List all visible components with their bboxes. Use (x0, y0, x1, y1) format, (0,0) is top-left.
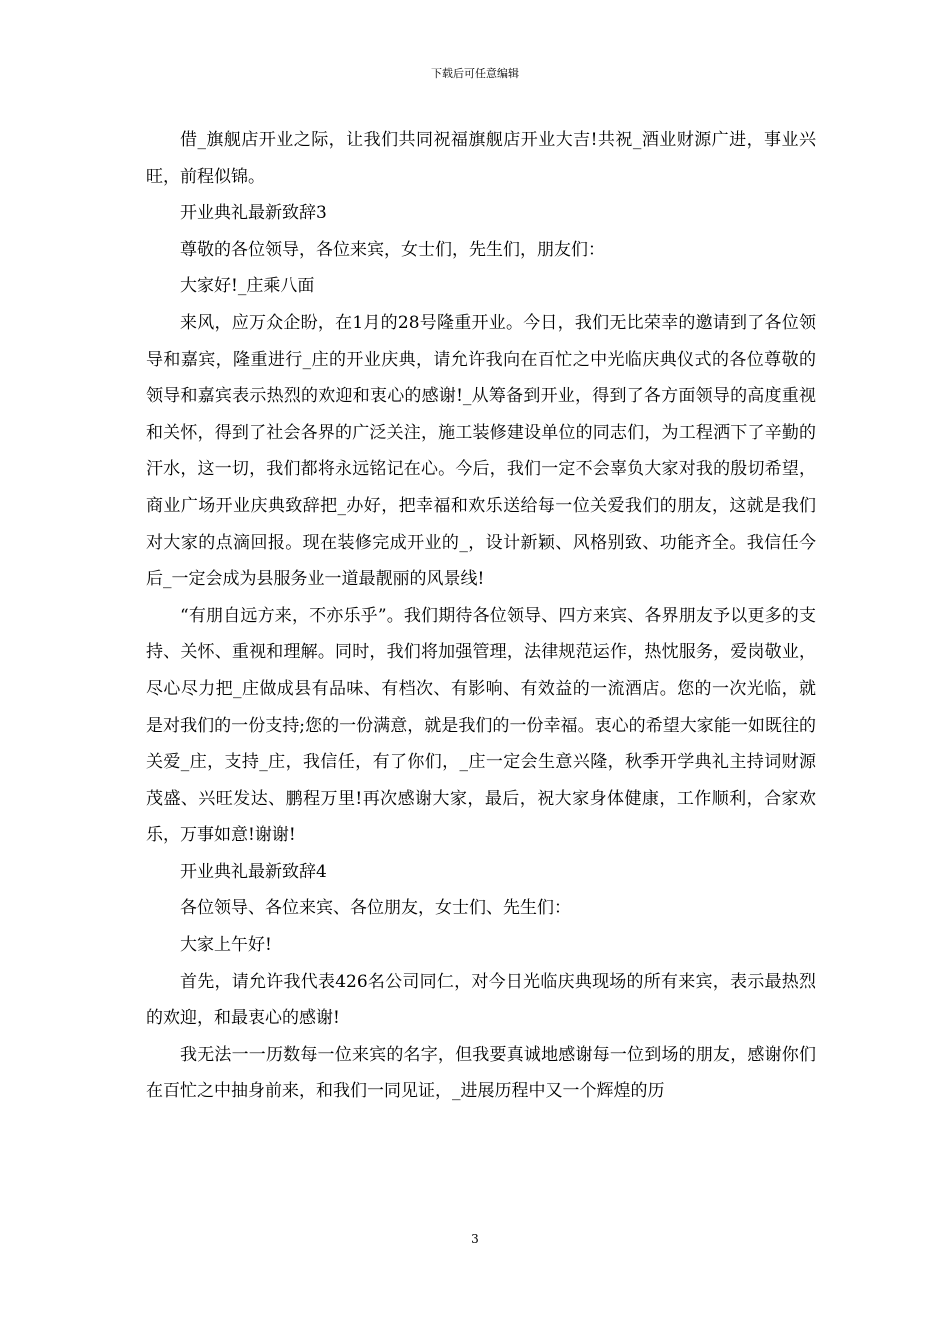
page-number: 3 (471, 1232, 479, 1246)
paragraph-closing-wish: 借_旗舰店开业之际，让我们共同祝福旗舰店开业大吉!共祝_酒业财源广进，事业兴旺，前程似锦。 (146, 130, 816, 187)
salutation-3: 尊敬的各位领导，各位来宾，女士们，先生们，朋友们： (180, 239, 605, 260)
document-body (146, 122, 816, 1110)
salutation-4: 各位领导、各位来宾、各位朋友，女士们、先生们： (180, 898, 571, 919)
paragraph-welcome: 首先，请允许我代表426名公司同仁，对今日光临庆典现场的所有来宾，表示最热烈的欢迎，和最衷心的感谢! (146, 971, 816, 1029)
paragraph-thanks: 我无法一一历数每一位来宾的名字，但我要真诚地感谢每一位到场的朋友，感谢你们在百忙之中抽身前来，和我们一同见证，_进展历程中又一个辉煌的历 (146, 1044, 816, 1102)
paragraph-expectation: “有朋自远方来，不亦乐乎”。我们期待各位领导、四方来宾、各界朋友予以更多的支持、关怀、重视和理解。同时，我们将加强管理，法律规范运作，热忱服务，爱岗敬业，尽心尽力把_庄做成县有品味、有档次、有影响、有效益的一流酒店。您的一次光临，就是对我们的一份支持;您的一份满意，就是我们的一份幸福。衷心的希望大家能一如既往的关爱_庄，支持_庄，我信任，有了你们，_庄一定会生意兴隆，秋季开学典礼主持词财源茂盛、兴旺发达、鹏程万里!再次感谢大家，最后，祝大家身体健康，工作顺利，合家欢乐，万事如意!谢谢! (146, 605, 816, 846)
section-heading-4: 开业典礼最新致辞4 (180, 861, 327, 882)
paragraph-opening-speech: 来风，应万众企盼，在1月的28号隆重开业。今日，我们无比荣幸的邀请到了各位领导和嘉宾，隆重进行_庄的开业庆典，请允许我向在百忙之中光临庆典仪式的各位尊敬的领导和嘉宾表示热烈的欢迎和衷心的感谢!_从筹备到开业，得到了各方面领导的高度重视和关怀，得到了社会各界的广泛关注，施工装修建设单位的同志们，为工程洒下了辛勤的汗水，这一切，我们都将永远铭记在心。今后，我们一定不会辜负大家对我的殷切希望，商业广场开业庆典致辞把_办好，把幸福和欢乐送给每一位关爱我们的朋友，这就是我们对大家的点滴回报。现在装修完成开业的_，设计新颖、风格别致、功能齐全。我信任今后_一定会成为县服务业一道最靓丽的风景线! (146, 312, 816, 590)
greeting-3: 大家好!_庄乘八面 (180, 276, 315, 297)
section-heading-3: 开业典礼最新致辞3 (180, 203, 327, 224)
greeting-4: 大家上午好! (180, 935, 272, 956)
page-header-note: 下载后可任意编辑 (431, 67, 519, 80)
